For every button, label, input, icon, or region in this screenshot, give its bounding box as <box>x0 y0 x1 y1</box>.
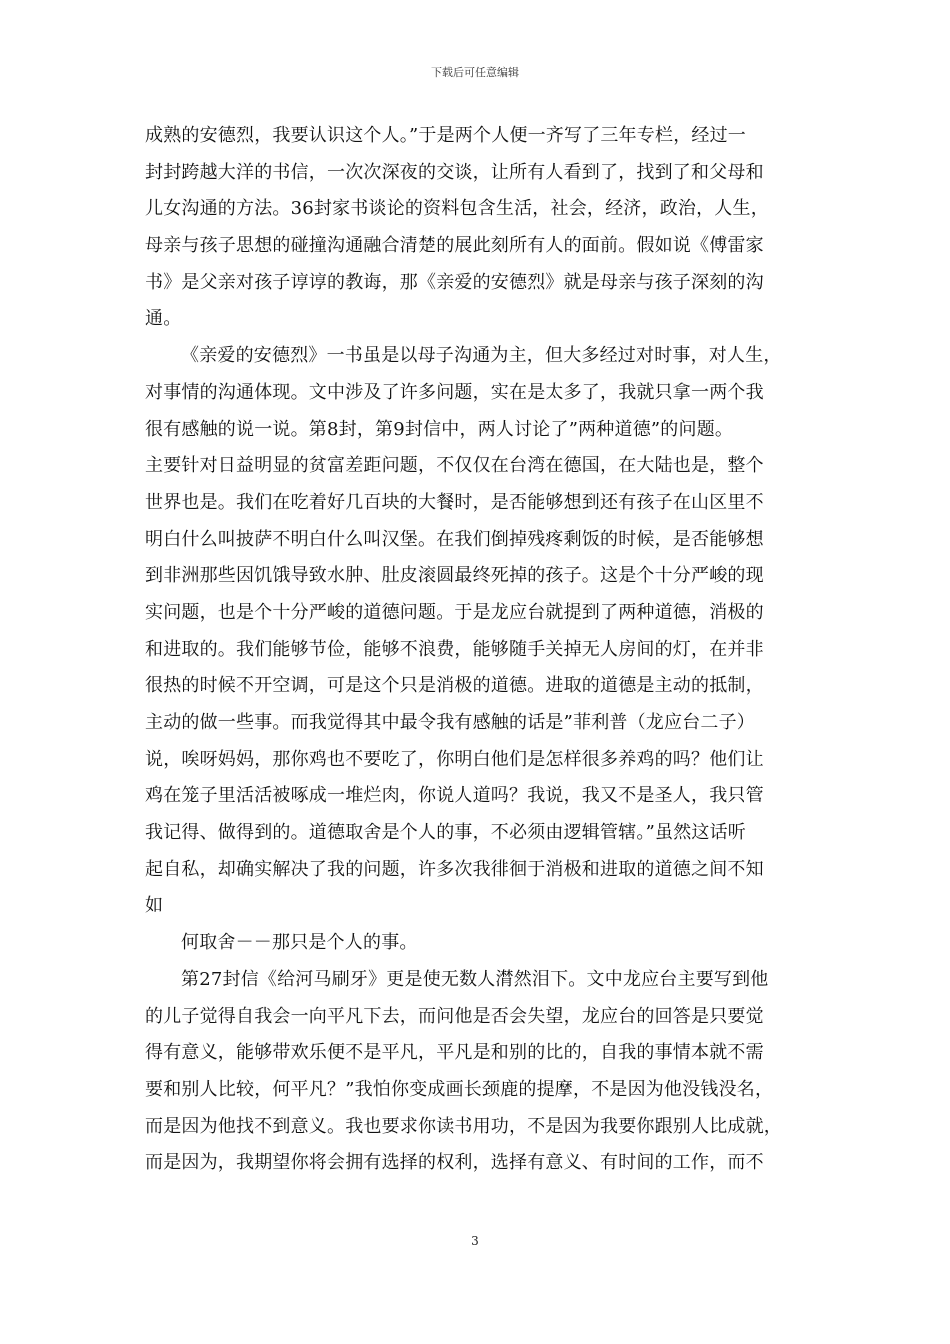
paragraph-start-line: 《亲爱的安德烈》一书虽是以母子沟通为主，但大多经过对时事，对人生， <box>181 345 782 367</box>
text-line: 起自私，却确实解决了我的问题，许多次我徘徊于消极和进取的道德之间不知 <box>145 858 764 880</box>
text-line: 母亲与孩子思想的碰撞沟通融合清楚的展此刻所有人的面前。假如说《傅雷家 <box>145 235 764 257</box>
text-line: 而是因为他找不到意义。我也要求你读书用功，不是因为我要你跟别人比成就， <box>145 1115 782 1137</box>
page-header: 下载后可任意编辑 <box>431 66 519 79</box>
text-line: 世界也是。我们在吃着好几百块的大餐时，是否能够想到还有孩子在山区里不 <box>145 491 764 513</box>
text-line: 通。 <box>145 308 182 330</box>
text-line: 得有意义，能够带欢乐便不是平凡，平凡是和别的比的，自我的事情本就不需 <box>145 1042 764 1064</box>
text-line: 很热的时候不开空调，可是这个只是消极的道德。进取的道德是主动的抵制， <box>145 675 764 697</box>
text-line: 鸡在笼子里活活被啄成一堆烂肉，你说人道吗？我说，我又不是圣人，我只管 <box>145 785 764 807</box>
page-number: 3 <box>471 1234 479 1248</box>
text-line: 说，唉呀妈妈，那你鸡也不要吃了，你明白他们是怎样很多养鸡的吗？他们让 <box>145 748 764 770</box>
text-line: 的儿子觉得自我会一向平凡下去，而问他是否会失望，龙应台的回答是只要觉 <box>145 1005 764 1027</box>
text-line: 明白什么叫披萨不明白什么叫汉堡。在我们倒掉残疼剩饭的时候，是否能够想 <box>145 528 764 550</box>
text-line: 封封跨越大洋的书信，一次次深夜的交谈，让所有人看到了，找到了和父母和 <box>145 161 764 183</box>
text-line: 如 <box>145 895 164 917</box>
text-line: 主动的做一些事。而我觉得其中最令我有感触的话是”菲利普（龙应台二子） <box>145 712 755 733</box>
text-line: 要和别人比较，何平凡？”我怕你变成画长颈鹿的提摩，不是因为他没钱没名， <box>145 1078 774 1100</box>
text-line: 很有感触的说一说。第8封，第9封信中，两人讨论了”两种道德”的问题。 <box>145 418 734 440</box>
paragraph-start-line: 第27封信《给河马刷牙》更是使无数人潸然泪下。文中龙应台主要写到他 <box>181 968 769 990</box>
text-line: 到非洲那些因饥饿导致水肿、肚皮滚圆最终死掉的孩子。这是个十分严峻的现 <box>145 565 764 587</box>
text-line: 书》是父亲对孩子谆谆的教诲，那《亲爱的安德烈》就是母亲与孩子深刻的沟 <box>145 271 764 293</box>
text-line: 成熟的安德烈，我要认识这个人。”于是两个人便一齐写了三年专栏，经过一 <box>145 125 746 146</box>
text-line: 和进取的。我们能够节俭，能够不浪费，能够随手关掉无人房间的灯，在并非 <box>145 638 764 660</box>
text-line: 而是因为，我期望你将会拥有选择的权利，选择有意义、有时间的工作，而不 <box>145 1152 764 1174</box>
text-line: 主要针对日益明显的贫富差距问题，不仅仅在台湾在德国，在大陆也是，整个 <box>145 455 764 477</box>
paragraph-start-line: 何取舍－－那只是个人的事。 <box>181 932 418 954</box>
document-body <box>145 118 825 1182</box>
text-line: 对事情的沟通体现。文中涉及了许多问题，实在是太多了，我就只拿一两个我 <box>145 381 764 403</box>
text-line: 儿女沟通的方法。36封家书谈论的资料包含生活，社会，经济，政治，人生， <box>145 198 769 220</box>
text-line: 我记得、做得到的。道德取舍是个人的事，不必须由逻辑管辖。”虽然这话听 <box>145 822 746 844</box>
text-line: 实问题，也是个十分严峻的道德问题。于是龙应台就提到了两种道德，消极的 <box>145 601 764 623</box>
